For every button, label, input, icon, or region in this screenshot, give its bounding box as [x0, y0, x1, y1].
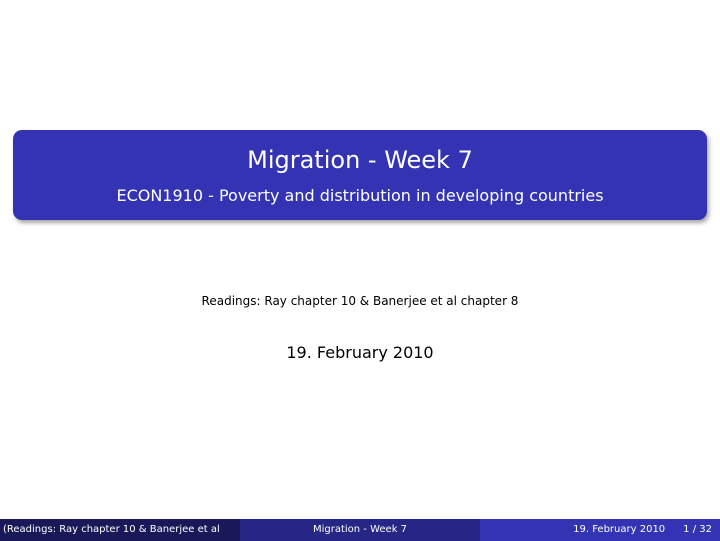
footer-author: (Readings: Ray chapter 10 & Banerjee et al: [0, 519, 240, 541]
page-number: 1 / 32: [683, 524, 712, 535]
slide-subtitle: ECON1910 - Poverty and distribution in developing countries: [116, 186, 604, 205]
footer-date: 19. February 2010: [573, 524, 666, 535]
footer-bar: [0, 519, 720, 541]
slide-title: Migration - Week 7: [247, 146, 473, 174]
presentation-date: 19. February 2010: [286, 343, 434, 362]
footer-title: Migration - Week 7: [240, 519, 480, 541]
readings-text: Readings: Ray chapter 10 & Banerjee et al chapter 8: [201, 294, 519, 308]
title-block: [13, 130, 707, 220]
footer-info: [480, 519, 720, 541]
